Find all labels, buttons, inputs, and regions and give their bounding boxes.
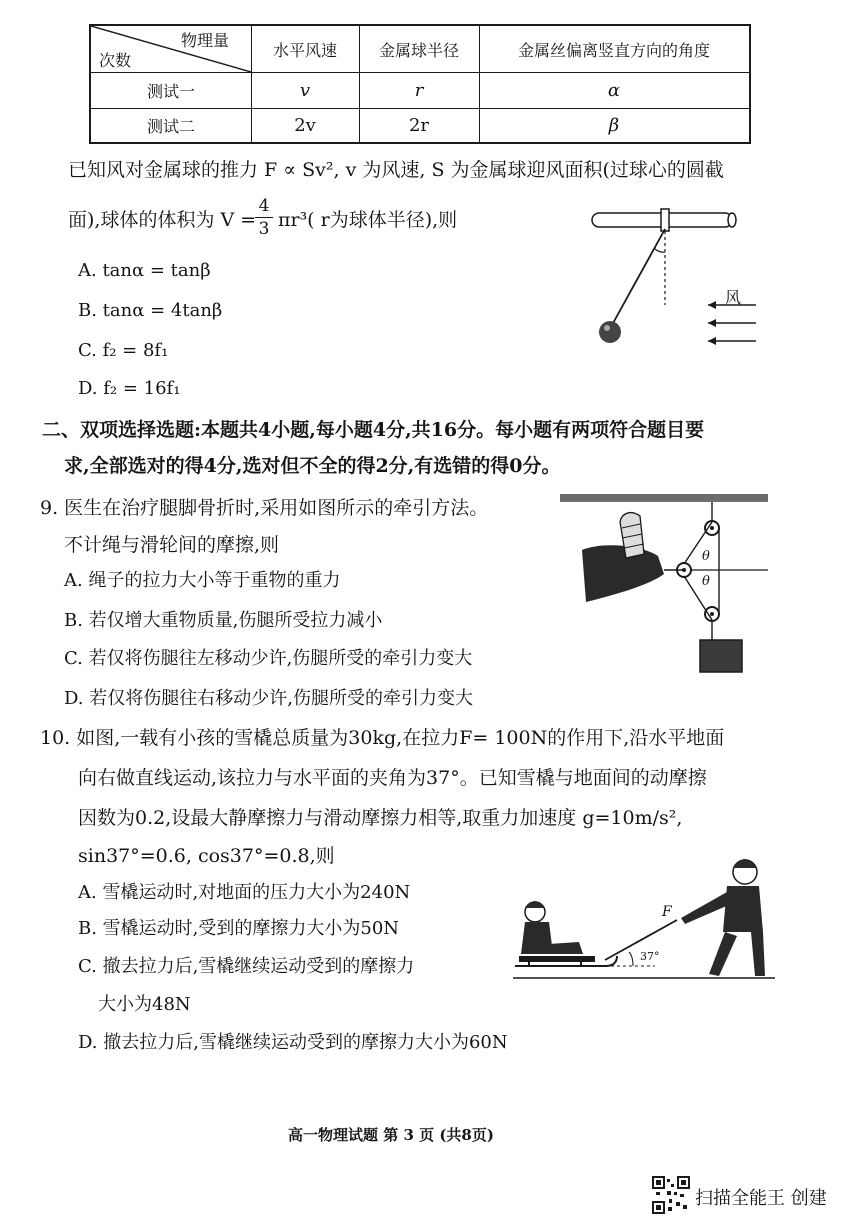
fraction — [255, 195, 273, 240]
section2-heading-line1: 二、双项选择选题:本题共4小题,每小题4分,共16分。每小题有两项符合题目要 — [42, 419, 705, 441]
q10-option-d: D. 撤去拉力后,雪橇继续运动受到的摩擦力大小为60N — [78, 1032, 508, 1053]
force-label: F — [662, 904, 672, 920]
table-cell: α — [607, 79, 621, 101]
row-label: 测试一 — [146, 81, 195, 101]
page-footer: 高一物理试题 第 3 页 (共8页) — [288, 1126, 494, 1144]
q10-stem-line2: 向右做直线运动,该拉力与水平面的夹角为37°。已知雪橇与地面间的动摩擦 — [78, 767, 707, 789]
q8-stem-line2-b: πr³( r为球体半径),则 — [278, 209, 458, 231]
sled-figure — [505, 848, 785, 984]
q8-stem-line1: 已知风对金属球的推力 F ∝ Sv², v 为风速, S 为金属球迎风面积(过球心的圆截 — [68, 159, 724, 181]
q9-option-a: A. 绳子的拉力大小等于重物的重力 — [64, 570, 341, 591]
theta-label-lower: θ — [702, 574, 710, 589]
row-label: 测试二 — [146, 116, 195, 136]
q10-stem-line1: 10. 如图,一载有小孩的雪橇总质量为30kg,在拉力F= 100N的作用下,沿水平地面 — [40, 727, 725, 749]
fraction-denominator: 3 — [255, 217, 273, 240]
q9-option-b: B. 若仅增大重物质量,伤腿所受拉力减小 — [64, 610, 383, 631]
theta-label-upper: θ — [702, 549, 710, 564]
table-cell: 2v — [294, 114, 316, 136]
q10-option-c-continued: 大小为48N — [98, 994, 191, 1015]
qr-code-icon — [652, 1176, 690, 1214]
angle-label: 37° — [640, 950, 660, 963]
pendulum-wind-figure — [588, 205, 768, 355]
header-deflection-angle: 金属丝偏离竖直方向的角度 — [517, 40, 710, 60]
q8-option-b: B. tanα = 4tanβ — [78, 300, 223, 321]
scanner-watermark: 扫描全能王 创建 — [695, 1188, 827, 1209]
q10-option-a: A. 雪橇运动时,对地面的压力大小为240N — [78, 882, 411, 903]
table-corner-bottom: 次数 — [99, 51, 132, 70]
q8-stem-line2-a: 面),球体的体积为 V = — [68, 209, 257, 231]
q9-option-c: C. 若仅将伤腿往左移动少许,伤腿所受的牵引力变大 — [64, 648, 473, 669]
table-corner-top: 物理量 — [181, 31, 230, 50]
table-cell: v — [299, 79, 311, 101]
q9-option-d: D. 若仅将伤腿往右移动少许,伤腿所受的牵引力变大 — [64, 688, 473, 709]
q10-stem-line3: 因数为0.2,设最大静摩擦力与滑动摩擦力相等,取重力加速度 g=10m/s², — [78, 807, 683, 829]
q10-stem-line4: sin37°=0.6, cos37°=0.8,则 — [78, 845, 335, 867]
header-ball-radius: 金属球半径 — [378, 40, 459, 60]
q8-option-c: C. f₂ = 8f₁ — [78, 340, 169, 361]
q9-stem-line1: 9. 医生在治疗腿脚骨折时,采用如图所示的牵引方法。 — [40, 497, 489, 519]
table-cell: 2r — [408, 114, 430, 136]
q10-option-c: C. 撤去拉力后,雪橇继续运动受到的摩擦力 — [78, 956, 415, 977]
header-wind-speed: 水平风速 — [272, 40, 337, 60]
q8-option-a: A. tanα = tanβ — [78, 260, 211, 281]
data-table — [89, 24, 751, 144]
q8-option-d: D. f₂ = 16f₁ — [78, 378, 181, 399]
section2-heading-line2: 求,全部选对的得4分,选对但不全的得2分,有选错的得0分。 — [64, 455, 561, 477]
table-cell: β — [608, 114, 620, 136]
fraction-numerator: 4 — [258, 196, 270, 216]
wind-label: 风 — [725, 288, 742, 307]
q9-stem-line2: 不计绳与滑轮间的摩擦,则 — [64, 534, 280, 556]
traction-pulley-figure — [560, 492, 770, 682]
q10-option-b: B. 雪橇运动时,受到的摩擦力大小为50N — [78, 918, 400, 939]
table-cell: r — [414, 79, 424, 101]
